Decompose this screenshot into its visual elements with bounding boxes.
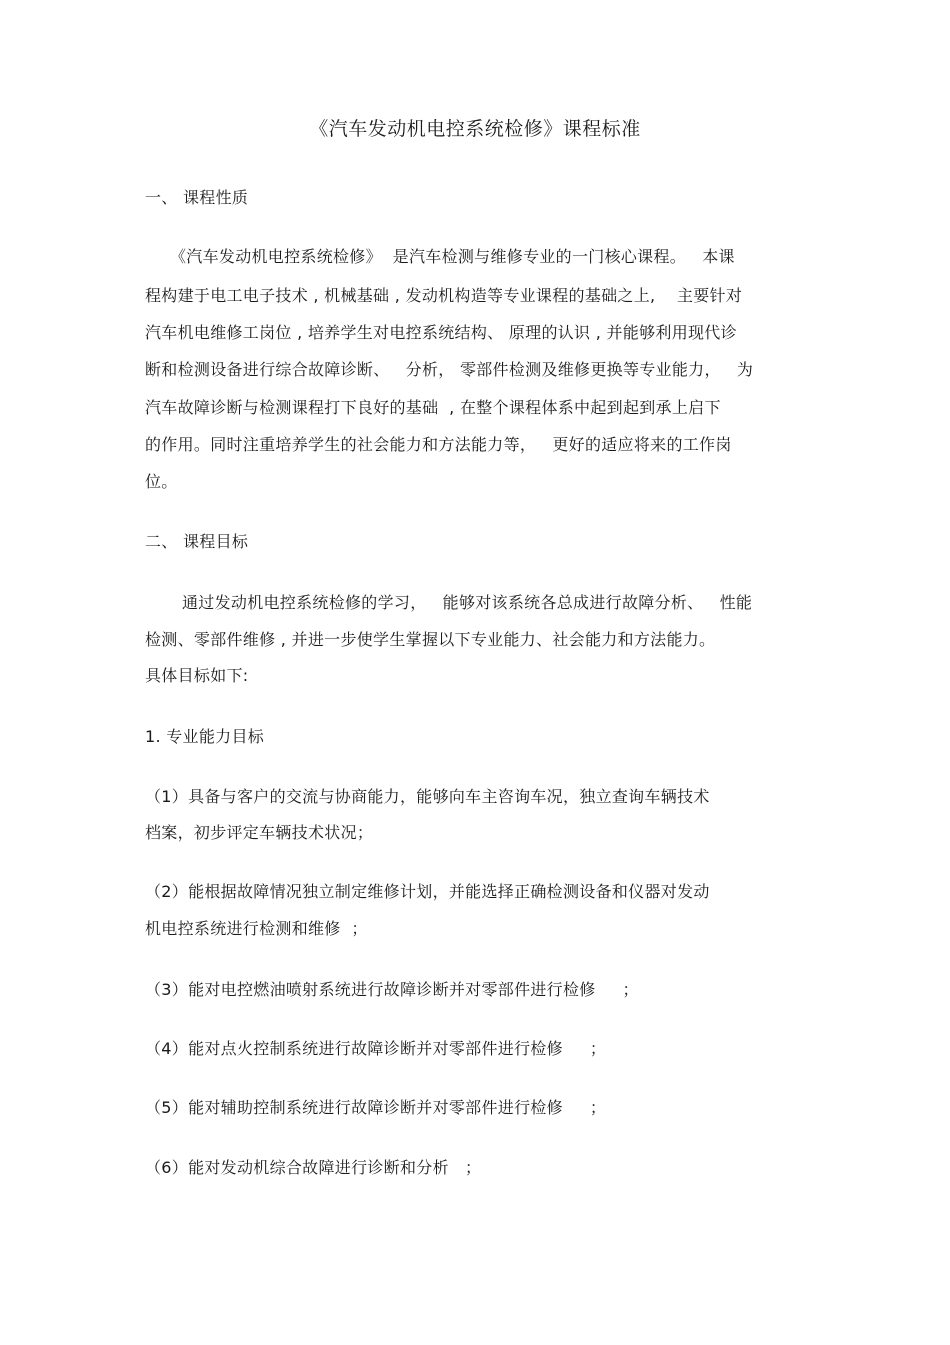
paragraph-line: 汽车故障诊断与检测课程打下良好的基础 , 在整个课程体系中起到起到承上启下: [145, 398, 721, 417]
document-title: 《汽车发动机电控系统检修》课程标准: [309, 118, 641, 140]
section-heading-goals: 二、 课程目标: [145, 532, 249, 551]
list-item: （5）能对辅助控制系统进行故障诊断并对零部件进行检修 ；: [145, 1098, 607, 1117]
list-item: （2）能根据故障情况独立制定维修计划，并能选择正确检测设备和仪器对发动: [145, 882, 710, 901]
list-item: （3）能对电控燃油喷射系统进行故障诊断并对零部件进行检修 ；: [145, 980, 639, 999]
section-heading-nature: 一、 课程性质: [145, 188, 249, 207]
paragraph-line: 的作用。同时注重培养学生的社会能力和方法能力等， 更好的适应将来的工作岗: [145, 435, 732, 454]
paragraph-line: 具体目标如下:: [145, 666, 249, 685]
list-item-continuation: 机电控系统进行检测和维修 ；: [145, 919, 368, 938]
paragraph-line: 断和检测设备进行综合故障诊断、 分析， 零部件检测及维修更换等专业能力， 为: [145, 360, 754, 379]
list-item: （6）能对发动机综合故障进行诊断和分析 ；: [145, 1158, 482, 1177]
paragraph-line: 程构建于电工电子技术 , 机械基础 , 发动机构造等专业课程的基础之上, 主要针对: [145, 286, 743, 305]
paragraph-line: 《汽车发动机电控系统检修》 是汽车检测与维修专业的一门核心课程。 本课: [170, 247, 735, 266]
paragraph-line: 通过发动机电控系统检修的学习， 能够对该系统各总成进行故障分析、 性能: [182, 593, 753, 612]
subsection-heading-professional: 1. 专业能力目标: [145, 727, 265, 746]
list-item-continuation: 档案，初步评定车辆技术状况；: [145, 823, 374, 842]
paragraph-line: 检测、零部件维修 , 并进一步使学生掌握以下专业能力、社会能力和方法能力。: [145, 630, 716, 649]
paragraph-line: 位。: [145, 472, 178, 491]
list-item: （1）具备与客户的交流与协商能力，能够向车主咨询车况，独立查询车辆技术: [145, 787, 710, 806]
list-item: （4）能对点火控制系统进行故障诊断并对零部件进行检修 ；: [145, 1039, 607, 1058]
paragraph-line: 汽车机电维修工岗位 , 培养学生对电控系统结构、 原理的认识 , 并能够利用现代诊: [145, 323, 737, 342]
